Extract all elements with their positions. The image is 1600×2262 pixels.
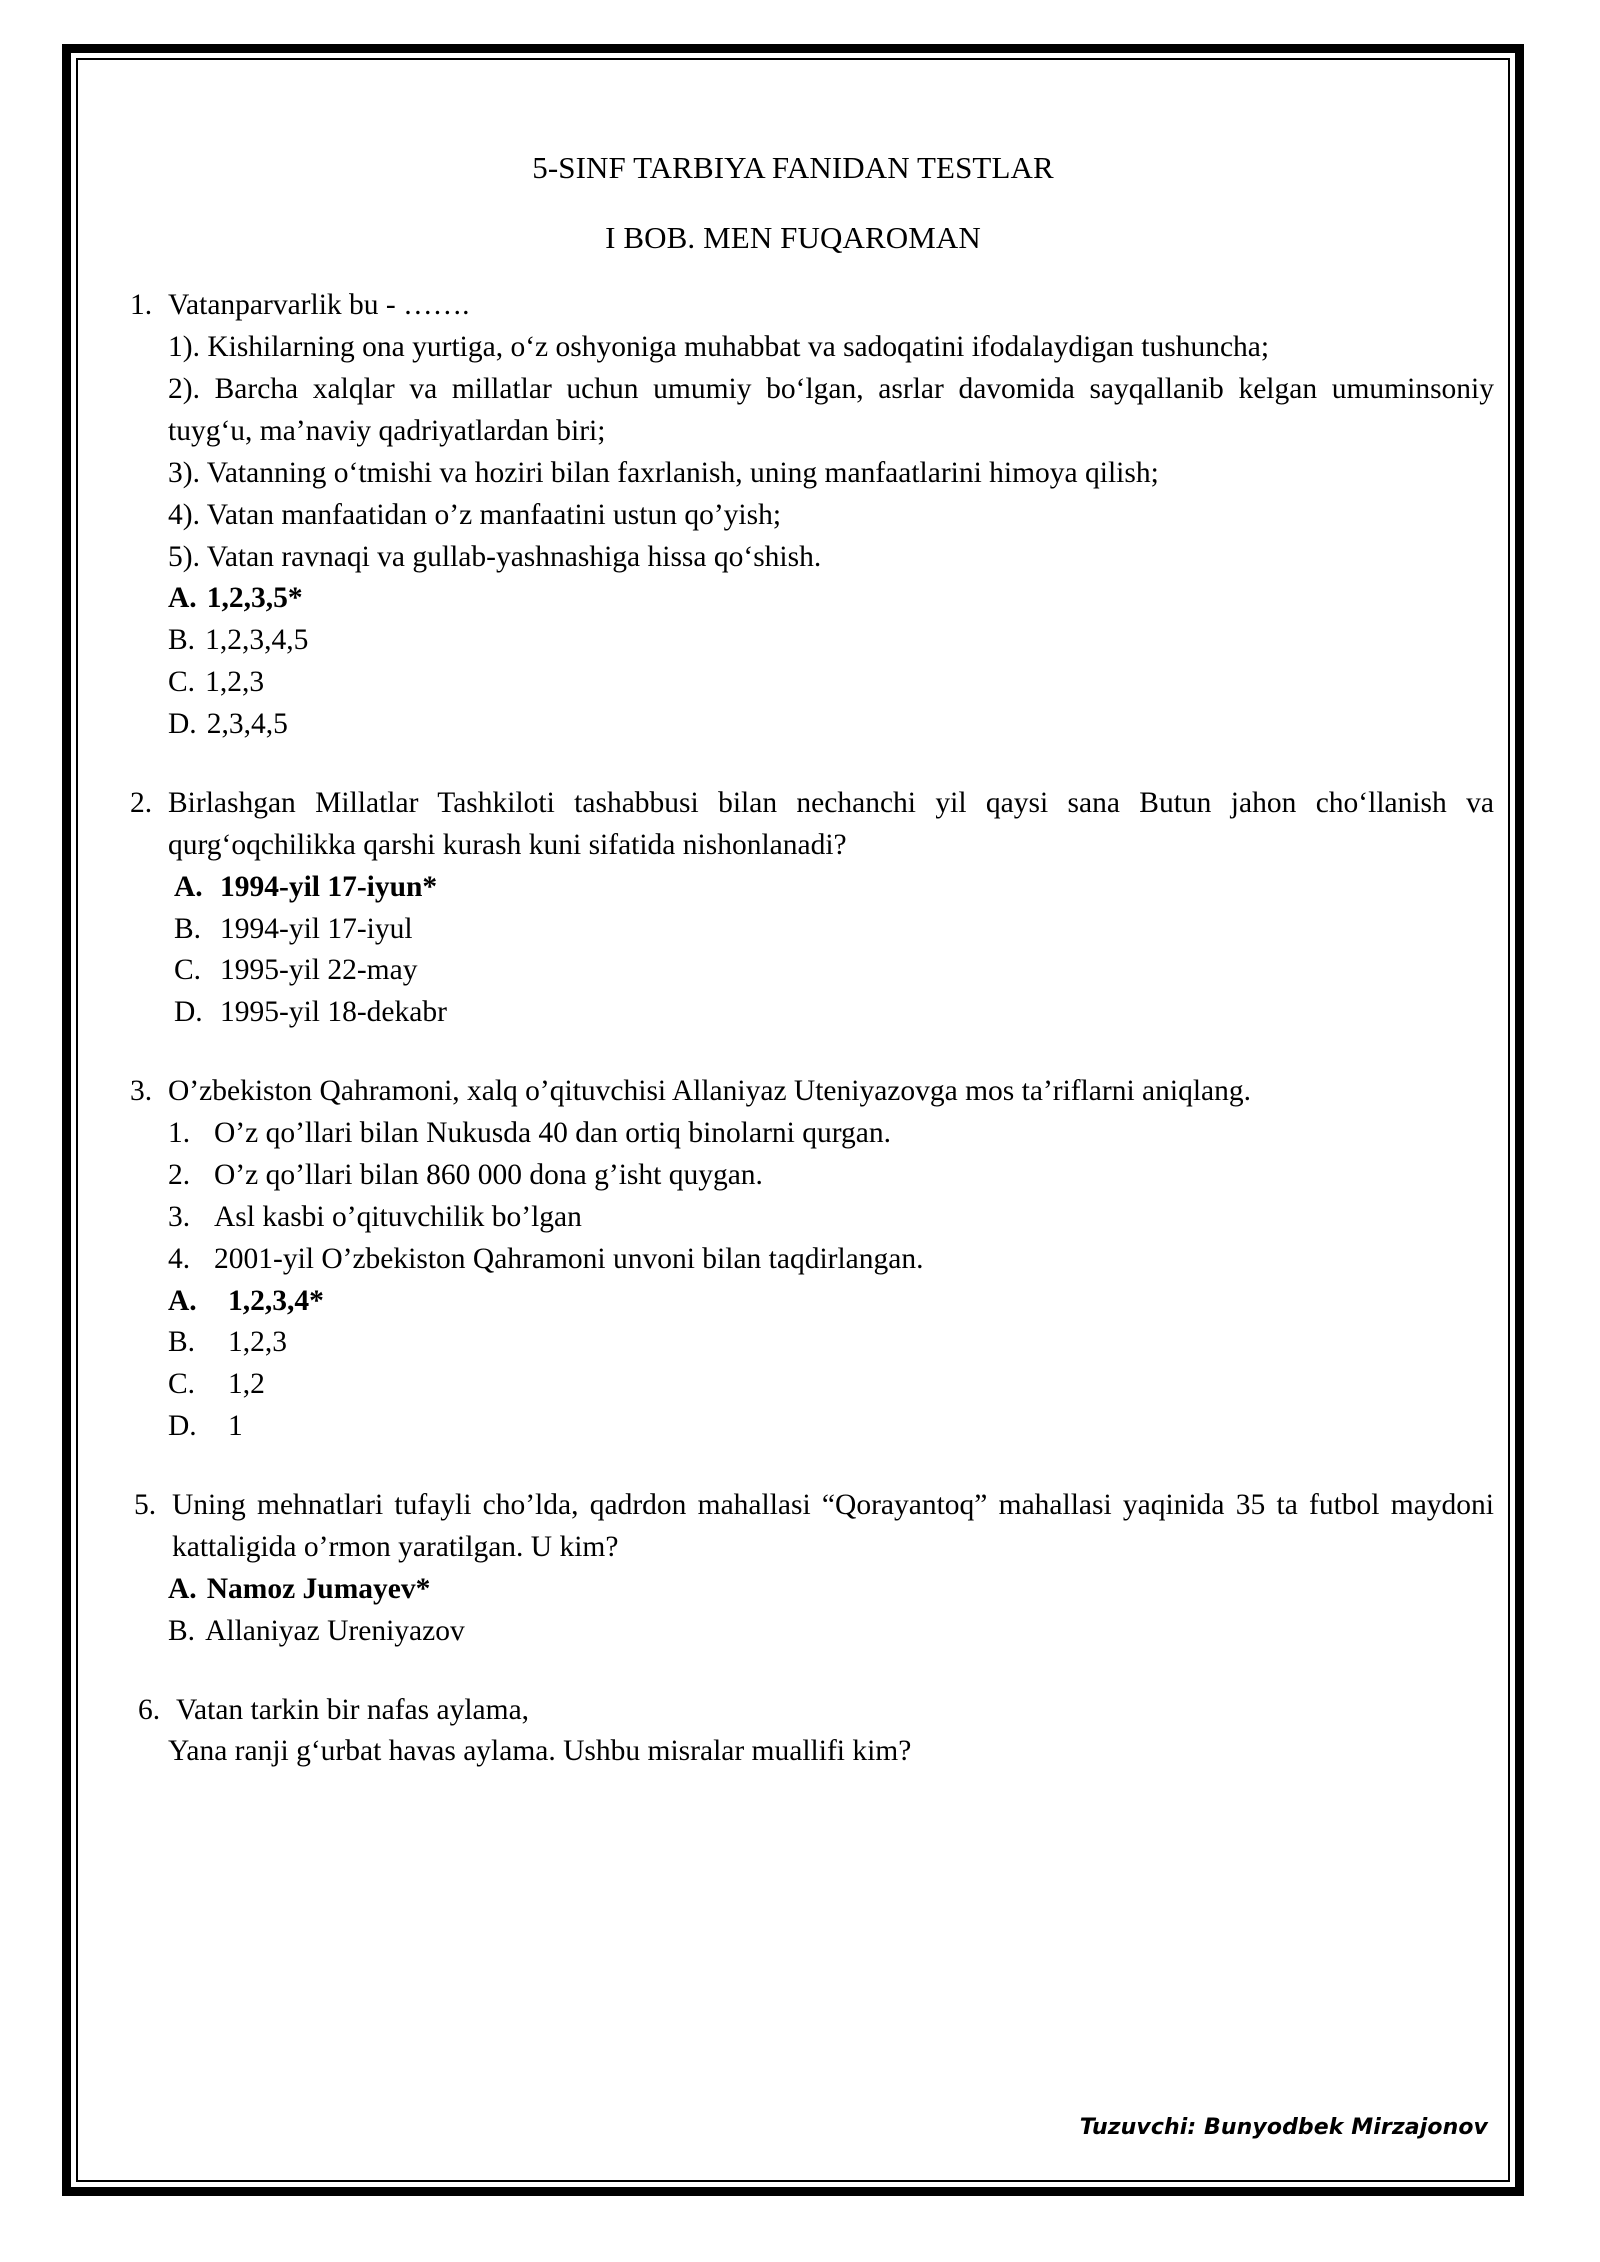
answer-option[interactable] xyxy=(168,950,1494,992)
question-list xyxy=(92,285,1494,1773)
option-letter: D. xyxy=(168,1410,197,1443)
option-letter: B. xyxy=(168,624,196,657)
question-stem xyxy=(92,783,1494,867)
question-block xyxy=(92,1690,1494,1774)
question-block xyxy=(92,1485,1494,1653)
answer-options xyxy=(92,1281,1494,1449)
question-text: O’zbekiston Qahramoni, xalq o’qituvchisi Allaniyaz Uteniyazovga mos ta’riflarni aniqlang. xyxy=(168,1075,1252,1108)
sub-item xyxy=(168,1239,1494,1281)
answer-options xyxy=(92,1569,1494,1653)
answer-option[interactable] xyxy=(168,1611,1494,1653)
option-text: 1994-yil 17-iyun* xyxy=(220,870,438,903)
option-letter: A. xyxy=(168,1284,197,1317)
option-letter: B. xyxy=(168,1614,196,1647)
question-number: 5. xyxy=(134,1489,157,1522)
option-text: 1,2,3,5* xyxy=(206,582,303,615)
sub-item xyxy=(168,1113,1494,1155)
question-text: Vatan tarkin bir nafas aylama, xyxy=(176,1693,530,1726)
option-letter: C. xyxy=(168,666,196,699)
question-stem xyxy=(92,1485,1494,1569)
option-letter: A. xyxy=(168,582,197,615)
option-letter: D. xyxy=(174,996,203,1029)
question-sub-items xyxy=(92,1113,1494,1281)
option-text: 2,3,4,5 xyxy=(206,708,288,741)
option-letter: B. xyxy=(174,912,202,945)
statement-line: 1). Kishilarning ona yurtiga, o‘z oshyoniga muhabbat va sadoqatini ifodalaydigan tushuncha; xyxy=(168,331,1270,364)
answer-option[interactable] xyxy=(168,1364,1494,1406)
sub-item-marker: 4. xyxy=(168,1242,191,1275)
statement-line: 4). Vatan manfaatidan o’z manfaatini ustun qo’yish; xyxy=(168,498,782,531)
answer-option[interactable] xyxy=(168,1569,1494,1611)
sub-item-text: Asl kasbi o’qituvchilik bo’lgan xyxy=(214,1200,582,1233)
option-text: 1,2,3,4* xyxy=(228,1284,324,1317)
answer-option[interactable] xyxy=(168,1322,1494,1364)
option-text: Allaniyaz Ureniyazov xyxy=(205,1614,465,1647)
answer-option[interactable] xyxy=(168,1406,1494,1448)
sub-item-text: O’z qo’llari bilan 860 000 dona g’isht quygan. xyxy=(214,1158,763,1191)
question-text: Birlashgan Millatlar Tashkiloti tashabbusi bilan nechanchi yil qaysi sana Butun jahon cho‘llanish va qurg‘oqchilikka qarshi kurash kuni sifatida nishonlanadi? xyxy=(168,786,1494,861)
statement-line: 3). Vatanning o‘tmishi va hoziri bilan faxrlanish, uning manfaatlarini himoya qilish; xyxy=(168,456,1159,489)
question-number: 1. xyxy=(130,289,153,322)
question-number: 2. xyxy=(130,786,153,819)
answer-option[interactable] xyxy=(168,867,1494,909)
question-number: 3. xyxy=(130,1075,153,1108)
question-text: Vatanparvarlik bu - ……. xyxy=(168,289,470,322)
statement-line: Yana ranji g‘urbat havas aylama. Ushbu misralar muallifi kim? xyxy=(168,1735,912,1768)
question-number: 6. xyxy=(138,1693,161,1726)
sub-item xyxy=(168,1197,1494,1239)
option-letter: A. xyxy=(168,1572,197,1605)
document-subtitle: I BOB. MEN FUQAROMAN xyxy=(605,219,981,255)
statement-line: 5). Vatan ravnaqi va gullab-yashnashiga hissa qo‘shish. xyxy=(168,540,822,573)
sub-item-text: O’z qo’llari bilan Nukusda 40 dan ortiq binolarni qurgan. xyxy=(214,1117,891,1150)
answer-option[interactable] xyxy=(168,992,1494,1034)
answer-options xyxy=(92,578,1494,746)
sub-item-marker: 3. xyxy=(168,1200,191,1233)
option-letter: A. xyxy=(174,870,203,903)
answer-option[interactable] xyxy=(168,662,1494,704)
question-statements xyxy=(92,1731,1494,1773)
option-text: 1995-yil 18-dekabr xyxy=(220,996,447,1029)
question-block xyxy=(92,783,1494,1034)
answer-option[interactable] xyxy=(168,578,1494,620)
answer-option[interactable] xyxy=(168,909,1494,951)
question-stem xyxy=(92,1071,1494,1113)
option-letter: C. xyxy=(174,954,202,987)
footer-author: Tuzuvchi: Bunyodbek Mirzajonov xyxy=(1079,2115,1488,2140)
option-text: 1994-yil 17-iyul xyxy=(220,912,413,945)
option-text: Namoz Jumayev* xyxy=(206,1572,431,1605)
sub-item-text: 2001-yil O’zbekiston Qahramoni unvoni bilan taqdirlangan. xyxy=(214,1242,924,1275)
sub-item-marker: 1. xyxy=(168,1117,191,1150)
option-text: 1,2,3 xyxy=(205,666,265,699)
question-block xyxy=(92,285,1494,746)
document-title: 5-SINF TARBIYA FANIDAN TESTLAR xyxy=(532,150,1054,185)
option-letter: B. xyxy=(168,1326,196,1359)
option-letter: C. xyxy=(168,1368,196,1401)
question-block xyxy=(92,1071,1494,1448)
option-text: 1,2 xyxy=(228,1368,265,1401)
question-stem xyxy=(92,285,1494,327)
option-text: 1,2,3 xyxy=(228,1326,287,1359)
answer-option[interactable] xyxy=(168,620,1494,662)
sub-item xyxy=(168,1155,1494,1197)
answer-option[interactable] xyxy=(168,704,1494,746)
option-text: 1 xyxy=(228,1410,243,1443)
answer-option[interactable] xyxy=(168,1281,1494,1323)
page-content xyxy=(92,74,1494,2166)
question-text: Uning mehnatlari tufayli cho’lda, qadrdon mahallasi “Qorayantoq” mahallasi yaqinida 35 ta futbol maydoni kattaligida o’rmon yaratilgan. U kim? xyxy=(172,1489,1494,1563)
option-letter: D. xyxy=(168,708,197,741)
option-text: 1,2,3,4,5 xyxy=(205,624,309,657)
question-stem xyxy=(92,1690,1494,1732)
sub-item-marker: 2. xyxy=(168,1158,191,1191)
statement-line: 2). Barcha xalqlar va millatlar uchun umumiy bo‘lgan, asrlar davomida sayqallanib kelgan umuminsoniy tuyg‘u, ma’naviy qadriyatlardan biri; xyxy=(168,373,1494,447)
answer-options xyxy=(92,867,1494,1035)
option-text: 1995-yil 22-may xyxy=(220,954,418,987)
question-statements xyxy=(92,327,1494,578)
